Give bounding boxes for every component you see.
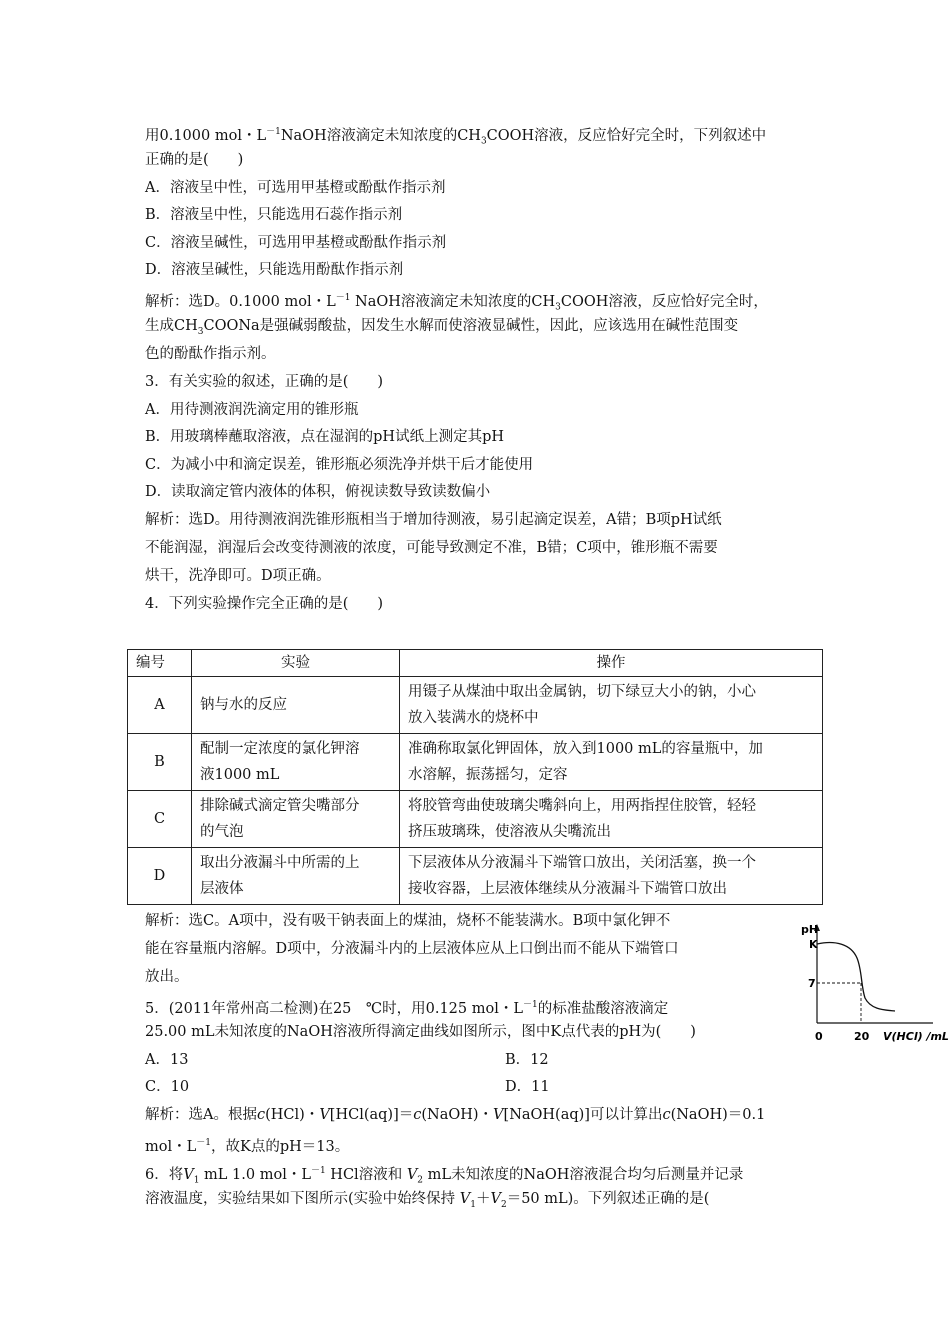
header-experiment: 实验 (192, 650, 400, 677)
q5-option-b: B．12 (505, 1052, 549, 1068)
q3-analysis-line2: 不能润湿，润湿后会改变待测液的浓度，可能导致测定不准，B错；C项中，锥形瓶不需要 (145, 540, 718, 556)
q5-option-c: C．10 (145, 1079, 190, 1095)
q5-stem-line1: 5．(2011年常州高二检测)在25 ℃时，用0.125 mol・$L^{-1}$的标准盐酸溶液滴定 (145, 1000, 669, 1017)
q2-stem-line2: 正确的是( ) (145, 152, 244, 168)
q4-analysis-line1: 解析：选C。A项中，没有吸干钠表面上的煤油，烧杯不能装满水。B项中氯化钾不 (145, 913, 671, 929)
q3-stem: 3．有关实验的叙述，正确的是( ) (145, 374, 384, 390)
q2-analysis-line1: 解析：选D。0.1000 mol・$L^{-1}$ NaOH溶液滴定未知浓度的$CH_3COOH$溶液，反应恰好完全时， (145, 293, 768, 313)
table-row (128, 791, 823, 848)
q4-analysis-line2: 能在容量瓶内溶解。D项中，分液漏斗内的上层液体应从上口倒出而不能从下端管口 (145, 941, 679, 957)
row-id: A (128, 677, 192, 734)
q3-option-d: D．读取滴定管内液体的体积，俯视读数导致读数偏小 (145, 484, 491, 500)
q2-option-d: D．溶液呈碱性，只能选用酚酞作指示剂 (145, 262, 404, 278)
q2-option-b: B．溶液呈中性，只能选用石蕊作指示剂 (145, 207, 403, 223)
q6-stem-line1: 6．将$V_1$ mL 1.0 mol・$L^{-1}$ HCl溶液和 $V_2$ mL未知浓度的NaOH溶液混合均匀后测量并记录 (145, 1166, 744, 1186)
titration-curve-figure (795, 918, 950, 1043)
titration-curve (817, 943, 895, 1011)
q6-stem-line2: 溶液温度，实验结果如下图所示(实验中始终保持 $V_1+V_2=50$ mL)。下列叙述正确的是( (145, 1191, 710, 1210)
row-experiment: 钠与水的反应 (192, 677, 400, 734)
row-experiment: 排除碱式滴定管尖嘴部分 的气泡 (192, 791, 400, 848)
q3-option-c: C．为减小中和滴定误差，锥形瓶必须洗净并烘干后才能使用 (145, 457, 534, 473)
row-operation: 准确称取氯化钾固体，放入到1000 mL的容量瓶中，加 水溶解，振荡摇匀，定容 (400, 734, 823, 791)
graph-seven-label: 7 (808, 977, 816, 990)
q4-analysis-line3: 放出。 (145, 969, 189, 985)
q2-analysis-line3: 色的酚酞作指示剂。 (145, 346, 276, 362)
q2-option-c: C．溶液呈碱性，可选用甲基橙或酚酞作指示剂 (145, 235, 447, 251)
row-id: D (128, 848, 192, 905)
experiment-table (127, 649, 823, 905)
q2-analysis-line2: 生成$CH_3COONa$是强碱弱酸盐，因发生水解而使溶液显碱性，因此，应该选用在碱性范围变 (145, 318, 739, 337)
table-header-row (128, 650, 823, 677)
q4-stem: 4．下列实验操作完全正确的是( ) (145, 596, 384, 612)
table-row (128, 677, 823, 734)
q5-option-a: A．13 (145, 1052, 189, 1068)
row-experiment: 取出分液漏斗中所需的上 层液体 (192, 848, 400, 905)
table-row (128, 734, 823, 791)
row-operation: 用镊子从煤油中取出金属钠，切下绿豆大小的钠，小心 放入装满水的烧杯中 (400, 677, 823, 734)
q5-analysis-line1: 解析：选A。根据c(HCl)・V[HCl(aq)]＝c(NaOH)・V[NaOH(aq)]可以计算出c(NaOH)＝0.1 (145, 1107, 766, 1123)
q3-analysis-line3: 烘干，洗净即可。D项正确。 (145, 568, 331, 584)
q2-option-a: A．溶液呈中性，可选用甲基橙或酚酞作指示剂 (145, 180, 446, 196)
graph-x-label: V(HCl) /mL (883, 1030, 949, 1043)
graph-k-label: K (809, 938, 818, 951)
header-operation: 操作 (400, 650, 823, 677)
graph-origin-label: 0 (815, 1030, 823, 1043)
q2-stem-line1: 用0.1000 mol・$L^{-1}NaOH$溶液滴定未知浓度的$CH_3COOH$溶液，反应恰好完全时，下列叙述中 (145, 127, 767, 147)
table-row (128, 848, 823, 905)
row-operation: 将胶管弯曲使玻璃尖嘴斜向上，用两指捏住胶管，轻轻 挤压玻璃珠，使溶液从尖嘴流出 (400, 791, 823, 848)
q5-stem-line2: 25.00 mL未知浓度的NaOH溶液所得滴定曲线如图所示，图中K点代表的pH为( ) (145, 1024, 696, 1040)
row-id: B (128, 734, 192, 791)
q3-analysis-line1: 解析：选D。用待测液润洗锥形瓶相当于增加待测液，易引起滴定误差，A错；B项pH试纸 (145, 512, 722, 528)
header-number: 编号 (128, 650, 192, 677)
q5-option-d: D．11 (505, 1079, 550, 1095)
q5-analysis-line2: mol・$L^{-1}$，故K点的pH＝13。 (145, 1138, 350, 1155)
q3-option-a: A．用待测液润洗滴定用的锥形瓶 (145, 402, 359, 418)
graph-x-tick: 20 (854, 1030, 870, 1043)
q3-option-b: B．用玻璃棒蘸取溶液，点在湿润的pH试纸上测定其pH (145, 429, 505, 445)
graph-y-label: pH (801, 923, 819, 936)
row-id: C (128, 791, 192, 848)
row-experiment: 配制一定浓度的氯化钾溶 液1000 mL (192, 734, 400, 791)
row-operation: 下层液体从分液漏斗下端管口放出，关闭活塞，换一个 接收容器，上层液体继续从分液漏斗下端管口放出 (400, 848, 823, 905)
